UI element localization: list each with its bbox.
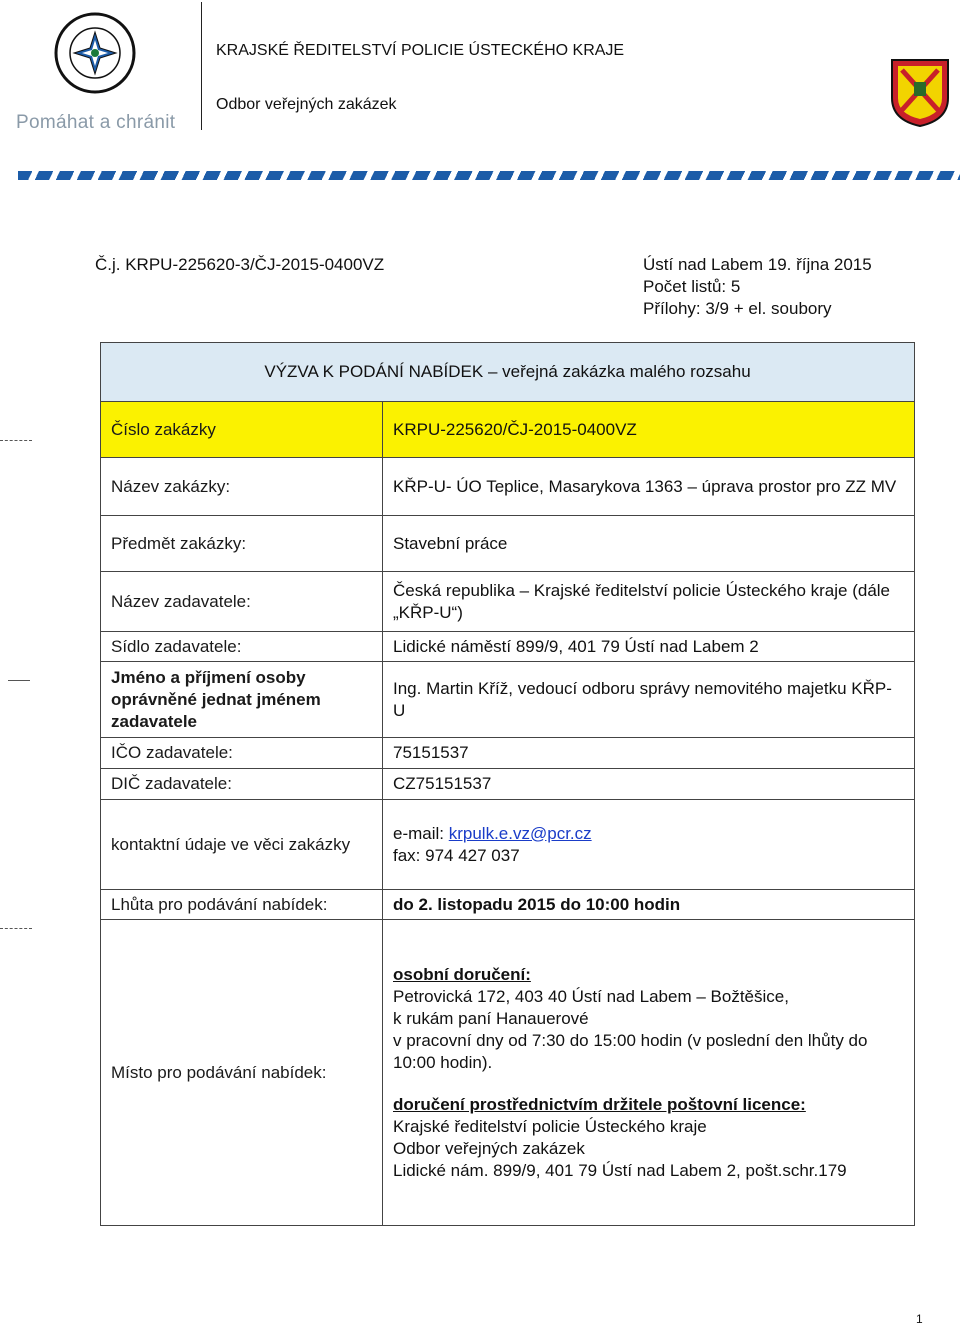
subject-value: Stavební práce <box>383 516 915 572</box>
sheet-count: Počet listů: 5 <box>643 277 741 296</box>
postal-delivery-heading: doručení prostřednictvím držitele poštovní licence: <box>393 1094 806 1114</box>
postal-delivery-line2: Odbor veřejných zakázek <box>393 1138 585 1158</box>
contracting-name-label: Název zadavatele: <box>101 572 383 632</box>
ico-value: 75151537 <box>383 738 915 769</box>
seat-label: Sídlo zadavatele: <box>101 632 383 662</box>
personal-delivery-hours: v pracovní dny od 7:30 do 15:00 hodin (v poslední den lhůty do 10:00 hodin). <box>393 1030 868 1072</box>
regional-crest-icon <box>890 58 950 128</box>
header-stripe <box>18 171 960 180</box>
authorized-person-value: Ing. Martin Kříž, vedoucí odboru správy nemovitého majetku KŘP-U <box>383 662 915 738</box>
page-number: 1 <box>916 1312 923 1326</box>
contact-value <box>383 800 915 890</box>
personal-delivery-heading: osobní doručení: <box>393 964 531 984</box>
ico-label: IČO zadavatele: <box>101 738 383 769</box>
department-name: Odbor veřejných zakázek <box>216 96 397 113</box>
contract-name-value: KŘP-U- ÚO Teplice, Masarykova 1363 – úprava prostor pro ZZ MV <box>383 458 915 516</box>
reference-number: Č.j. KRPU-225620-3/ČJ-2015-0400VZ <box>95 255 385 274</box>
email-link[interactable]: krpulk.e.vz@pcr.cz <box>448 823 592 843</box>
organization-name: KRAJSKÉ ŘEDITELSTVÍ POLICIE ÚSTECKÉHO KRAJE <box>216 42 625 59</box>
email-prefix: e-mail: <box>393 823 449 843</box>
contract-number-value: KRPU-225620/ČJ-2015-0400VZ <box>383 402 915 458</box>
postal-delivery-line1: Krajské ředitelství policie Ústeckého kraje <box>393 1116 707 1136</box>
contracting-name-value: Česká republika – Krajské ředitelství policie Ústeckého kraje (dále „KŘP-U“) <box>383 572 915 632</box>
police-logo <box>54 12 136 94</box>
margin-mark <box>8 680 30 681</box>
margin-mark <box>0 440 32 441</box>
margin-mark <box>0 928 32 929</box>
place-date: Ústí nad Labem 19. října 2015 <box>643 255 872 274</box>
deadline-label: Lhůta pro podávání nabídek: <box>101 890 383 920</box>
dic-value: CZ75151537 <box>383 769 915 800</box>
attachments: Přílohy: 3/9 + el. soubory <box>643 299 832 318</box>
contract-number-label: Číslo zakázky <box>101 402 383 458</box>
seat-value: Lidické náměstí 899/9, 401 79 Ústí nad Labem 2 <box>383 632 915 662</box>
fax: fax: 974 427 037 <box>393 845 520 865</box>
submission-place-label: Místo pro podávání nabídek: <box>101 920 383 1226</box>
authorized-person-label: Jméno a příjmení osoby oprávněné jednat jménem zadavatele <box>101 662 383 738</box>
subject-label: Předmět zakázky: <box>101 516 383 572</box>
contact-label: kontaktní údaje ve věci zakázky <box>101 800 383 890</box>
postal-delivery-line3: Lidické nám. 899/9, 401 79 Ústí nad Labem 2, pošt.schr.179 <box>393 1160 847 1180</box>
tender-info-table <box>100 342 915 1226</box>
header-divider <box>201 2 202 130</box>
contract-name-label: Název zakázky: <box>101 458 383 516</box>
personal-delivery-recipient: k rukám paní Hanauerové <box>393 1008 589 1028</box>
slogan: Pomáhat a chránit <box>16 112 176 133</box>
dic-label: DIČ zadavatele: <box>101 769 383 800</box>
deadline-value: do 2. listopadu 2015 do 10:00 hodin <box>383 890 915 920</box>
form-title: VÝZVA K PODÁNÍ NABÍDEK – veřejná zakázka malého rozsahu <box>101 343 915 402</box>
personal-delivery-address: Petrovická 172, 403 40 Ústí nad Labem – Božtěšice, <box>393 986 789 1006</box>
submission-place-value <box>383 920 915 1226</box>
